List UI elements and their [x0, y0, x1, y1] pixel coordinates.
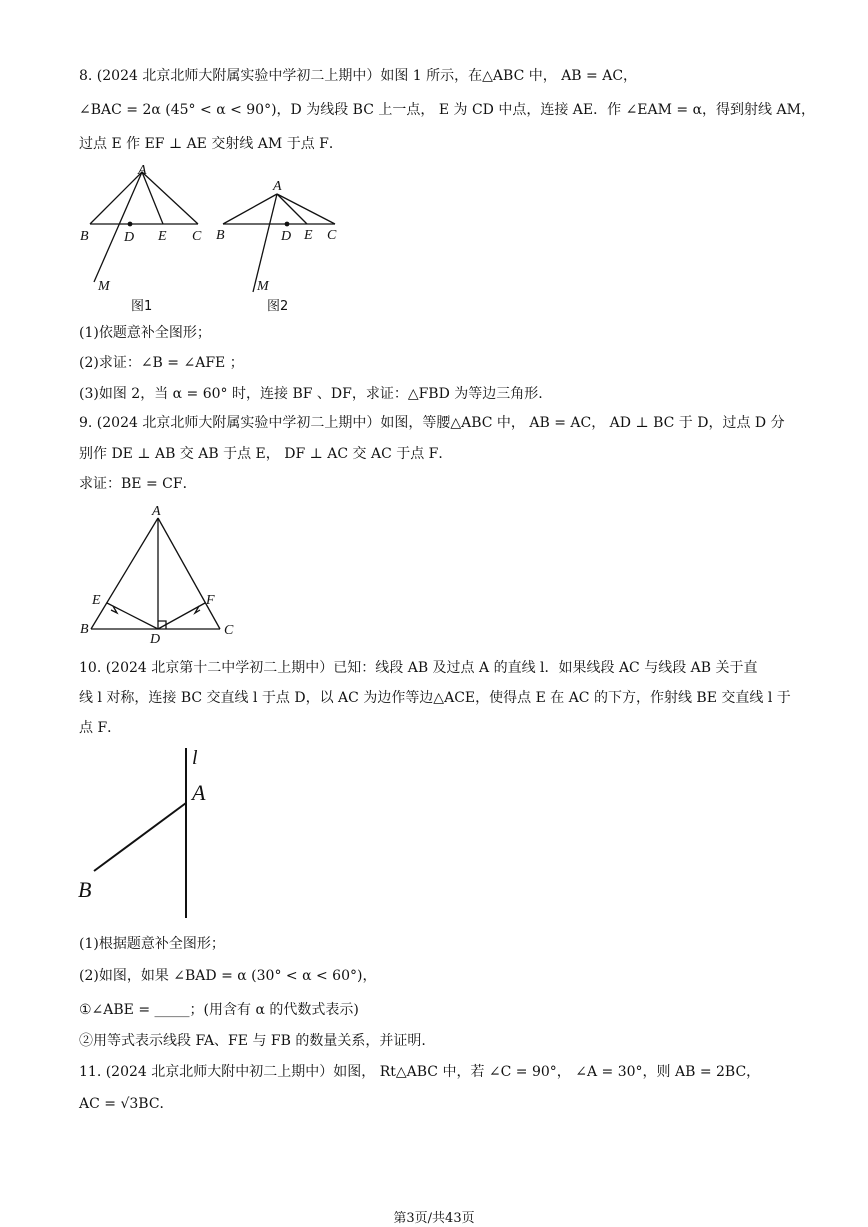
q8-fig1-caption: 图1 — [131, 299, 153, 314]
q8-part-2: (2)求证：∠B = ∠AFE ； — [79, 355, 244, 371]
q9-line-1: 9. (2024 北京北师大附属实验中学初二上期中）如图，等腰△ABC 中， AB = AC， AD ⊥ BC 于 D，过点 D 分 — [79, 415, 785, 431]
q10-line-2: 线 l 对称，连接 BC 交直线 l 于点 D，以 AC 为边作等边△ACE，使得点 E 在 AC 的下方，作射线 BE 交直线 l 于 — [79, 690, 791, 706]
q8-line-1: 8. (2024 北京北师大附属实验中学初二上期中）如图 1 所示，在△ABC 中， AB = AC， — [79, 68, 638, 84]
q8-fig2-label-m: M — [257, 279, 269, 294]
q8-figure-2 — [215, 170, 345, 320]
q8-fig2-label-c: C — [327, 228, 337, 243]
q8-fig1-label-d: D — [124, 230, 135, 245]
q8-fig2-label-e: E — [304, 228, 313, 243]
q10-part-4: ②用等式表示线段 FA、FE 与 FB 的数量关系，并证明. — [79, 1033, 426, 1049]
q8-fig2-label-a: A — [273, 179, 282, 194]
q9-label-f: F — [206, 593, 215, 608]
q10-label-a: A — [192, 780, 206, 805]
page-footer: 第3页/共43页 — [393, 1211, 475, 1226]
q9-label-e: E — [92, 593, 101, 608]
q10-line-3: 点 F． — [79, 720, 122, 736]
q8-fig1-label-c: C — [192, 229, 202, 244]
q9-label-d: D — [150, 632, 161, 647]
q10-line-1: 10. (2024 北京第十二中学初二上期中）已知：线段 AB 及过点 A 的直线 l．如果线段 AC 与线段 AB 关于直 — [79, 660, 758, 676]
q8-fig1-label-a: A — [138, 163, 147, 178]
q8-fig1-label-m: M — [98, 279, 110, 294]
q8-fig1-label-b: B — [80, 229, 89, 244]
q8-fig2-label-d: D — [281, 229, 292, 244]
q8-fig1-label-e: E — [158, 229, 167, 244]
q8-figure-1 — [78, 160, 208, 320]
q8-fig2-label-b: B — [216, 228, 225, 243]
q8-line-2: ∠BAC = 2α (45° < α < 90°)，D 为线段 BC 上一点， E 为 CD 中点，连接 AE．作 ∠EAM = α，得到射线 AM， — [79, 102, 815, 118]
q10-label-l: l — [192, 747, 198, 769]
q9-label-a: A — [152, 504, 161, 519]
q10-part-1: (1)根据题意补全图形； — [79, 936, 225, 952]
q9-figure — [78, 500, 248, 645]
q8-line-3: 过点 E 作 EF ⊥ AE 交射线 AM 于点 F． — [79, 136, 343, 152]
q11-line-1: 11. (2024 北京北师大附中初二上期中）如图， Rt△ABC 中，若 ∠C = 90°， ∠A = 30°，则 AB = 2BC， — [79, 1064, 761, 1080]
q11-line-2: AC = √3BC． — [79, 1096, 174, 1112]
q10-part-2: (2)如图，如果 ∠BAD = α (30° < α < 60°)， — [79, 968, 377, 984]
q10-label-b: B — [78, 877, 92, 902]
q9-line-2: 别作 DE ⊥ AB 交 AB 于点 E， DF ⊥ AC 交 AC 于点 F． — [79, 446, 453, 462]
q8-part-1: (1)依题意补全图形； — [79, 325, 211, 341]
q9-label-c: C — [224, 623, 234, 638]
q9-label-b: B — [80, 622, 89, 637]
q10-figure — [70, 740, 230, 925]
q8-part-3: (3)如图 2，当 α = 60° 时，连接 BF 、DF，求证：△FBD 为等边三角形. — [79, 386, 543, 402]
q10-part-3: ①∠ABE = _____；(用含有 α 的代数式表示) — [79, 1002, 359, 1018]
q8-fig2-caption: 图2 — [267, 299, 289, 314]
q9-line-3: 求证：BE = CF． — [79, 476, 197, 492]
